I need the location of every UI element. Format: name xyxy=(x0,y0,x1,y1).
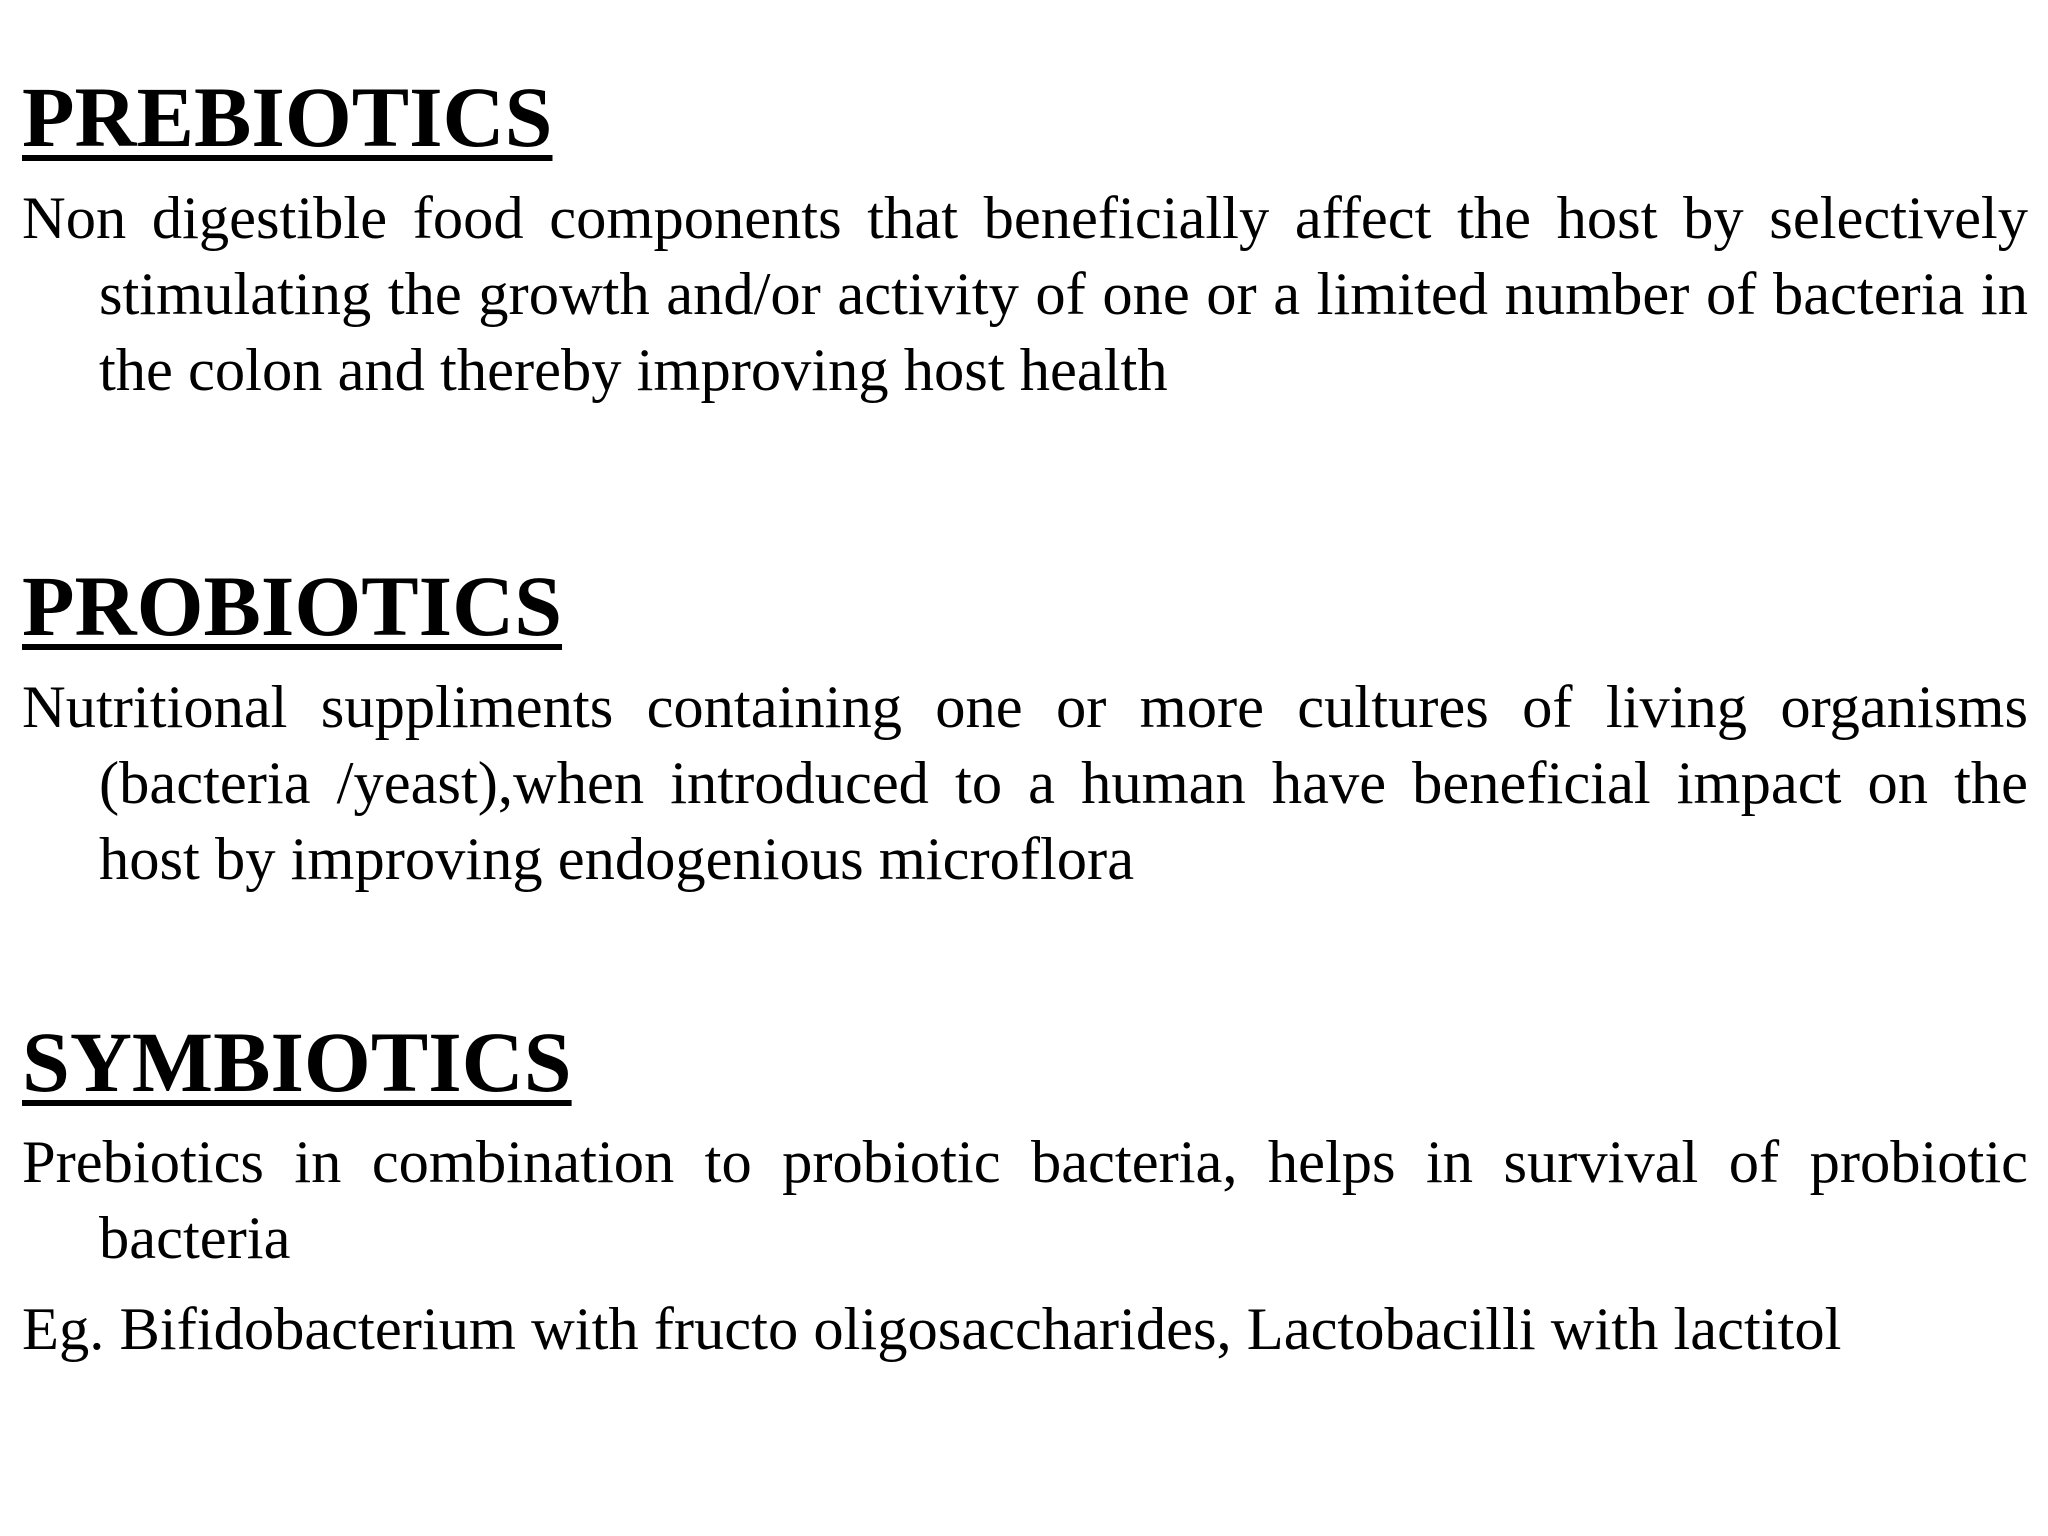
symbiotics-example: Eg. Bifidobacterium with fructo oligosaccharides, Lactobacilli with lactitol xyxy=(22,1296,1842,1363)
probiotics-definition: Nutritional suppliments containing one or more cultures of living organisms (bacteria /yeast),when introduced to a human have beneficial impact on the host by improving endogenious microflora xyxy=(22,674,2028,893)
symbiotics-definition: Prebiotics in combination to probiotic bacteria, helps in survival of probiotic bacteria xyxy=(22,1129,2028,1272)
heading-prebiotics: PREBIOTICS xyxy=(22,69,553,165)
prebiotics-definition: Non digestible food components that beneficially affect the host by selectively stimulating the growth and/or activity of one or a limited number of bacteria in the colon and thereby improving host health xyxy=(22,185,2028,404)
heading-probiotics: PROBIOTICS xyxy=(22,558,563,654)
heading-symbiotics: SYMBIOTICS xyxy=(22,1014,572,1110)
